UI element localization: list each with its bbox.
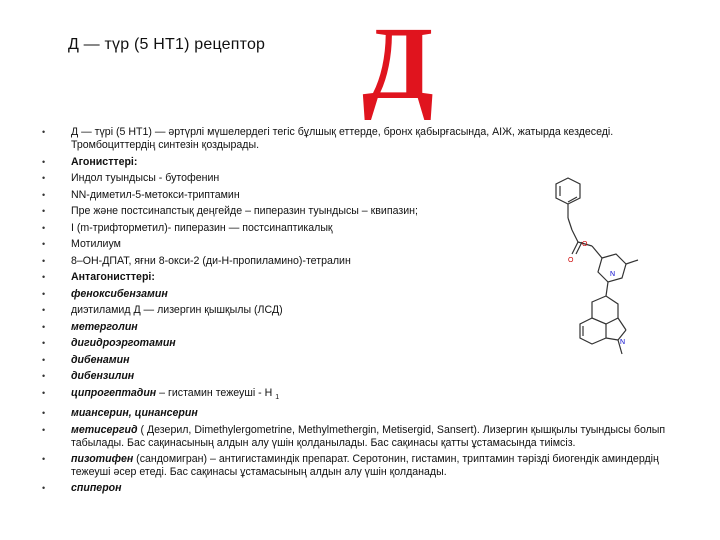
bullet-icon: •: [42, 206, 46, 216]
bullet-icon: •: [42, 272, 46, 282]
list-item: • феноксибензамин: [42, 287, 168, 300]
bullet-icon: •: [42, 387, 46, 398]
list-item: • Агонисттері:: [42, 155, 138, 168]
list-item: • дибенамин: [42, 353, 130, 366]
list-item: • метерголин: [42, 320, 138, 333]
bullet-icon: •: [42, 288, 46, 299]
list-item: • метисергид ( Дезерил, Dimethylergometrine, Methylmethergin, Metisergid, Sansert). Лизергин қышқылы туындысы болып табылады. Бас сақинасының алдын алу үшін қолданылады. Бас сақинасы қатты ұстамасында тиімсіз.: [42, 423, 666, 449]
bullet-icon: •: [42, 408, 46, 418]
bullet-icon: •: [42, 156, 46, 167]
bullet-icon: •: [42, 321, 46, 332]
bullet-icon: •: [42, 453, 46, 464]
list-item: • Антагонисттері:: [42, 271, 155, 283]
list-item: • I (m-трифторметил)- пиперазин — постсинаптикалық: [42, 221, 333, 234]
bullet-icon: •: [42, 189, 46, 200]
svg-text:N: N: [610, 271, 616, 278]
list-item: • дигидроэрготамин: [42, 337, 176, 349]
big-red-letter-logo: [318, 10, 478, 120]
svg-text:Д: Д: [362, 10, 434, 120]
list-item: • спиперон: [42, 481, 122, 494]
list-item: • миансерин, цинансерин: [42, 407, 198, 419]
bullet-icon: •: [42, 424, 46, 435]
bullet-list: [42, 126, 692, 498]
bullet-icon: •: [42, 371, 46, 381]
list-item: • Пре және постсинапстық деңгейде – пиперазин туындысы – квипазин;: [42, 205, 418, 217]
list-item: • 8–ОН-ДПАТ, яғни 8-окси-2 (ди-Н-пропиламино)-тетралин: [42, 254, 351, 267]
bullet-icon: •: [42, 482, 46, 493]
bullet-icon: •: [42, 338, 46, 348]
list-item: • Мотилиум: [42, 238, 121, 250]
bullet-icon: •: [42, 255, 46, 266]
bullet-icon: •: [42, 173, 46, 183]
slide-title: Д — түр (5 НТ1) рецептор: [68, 36, 266, 53]
list-item: • дибензилин: [42, 370, 135, 382]
svg-text:N: N: [620, 339, 626, 346]
bullet-icon: •: [42, 305, 46, 315]
list-item: • пизотифен (сандомигран) – антигистаминдік препарат. Серотонин, гистамин, триптамин тәрізді биогендік аминдердің тежеуші әсер етеді. Бас сақинасы ұстамасының алдын алу үшін қолданады.: [42, 452, 659, 478]
bullet-icon: •: [42, 127, 46, 137]
bullet-icon: •: [42, 354, 46, 365]
svg-text:O: O: [568, 257, 574, 264]
bullet-icon: •: [42, 239, 46, 249]
svg-text:O: O: [582, 241, 588, 248]
list-item: • Д — түрі (5 НТ1) — әртүрлі мүшелердегі тегіс бұлшық еттерде, бронх қабырғасында, АІЖ, жатырда кездеседі. Тромбоциттердің синтезін қоздырады.: [42, 126, 614, 151]
bullet-icon: •: [42, 222, 46, 233]
list-item: • ципрогептадин – гистамин тежеуші - Н $_1$: [42, 386, 280, 401]
list-item: • Индол туындысы - бутофенин: [42, 172, 220, 184]
list-item: • NN-диметил-5-метокси-триптамин: [42, 188, 240, 201]
list-item: • диэтиламид Д — лизергин қышқылы (ЛСД): [42, 304, 283, 316]
